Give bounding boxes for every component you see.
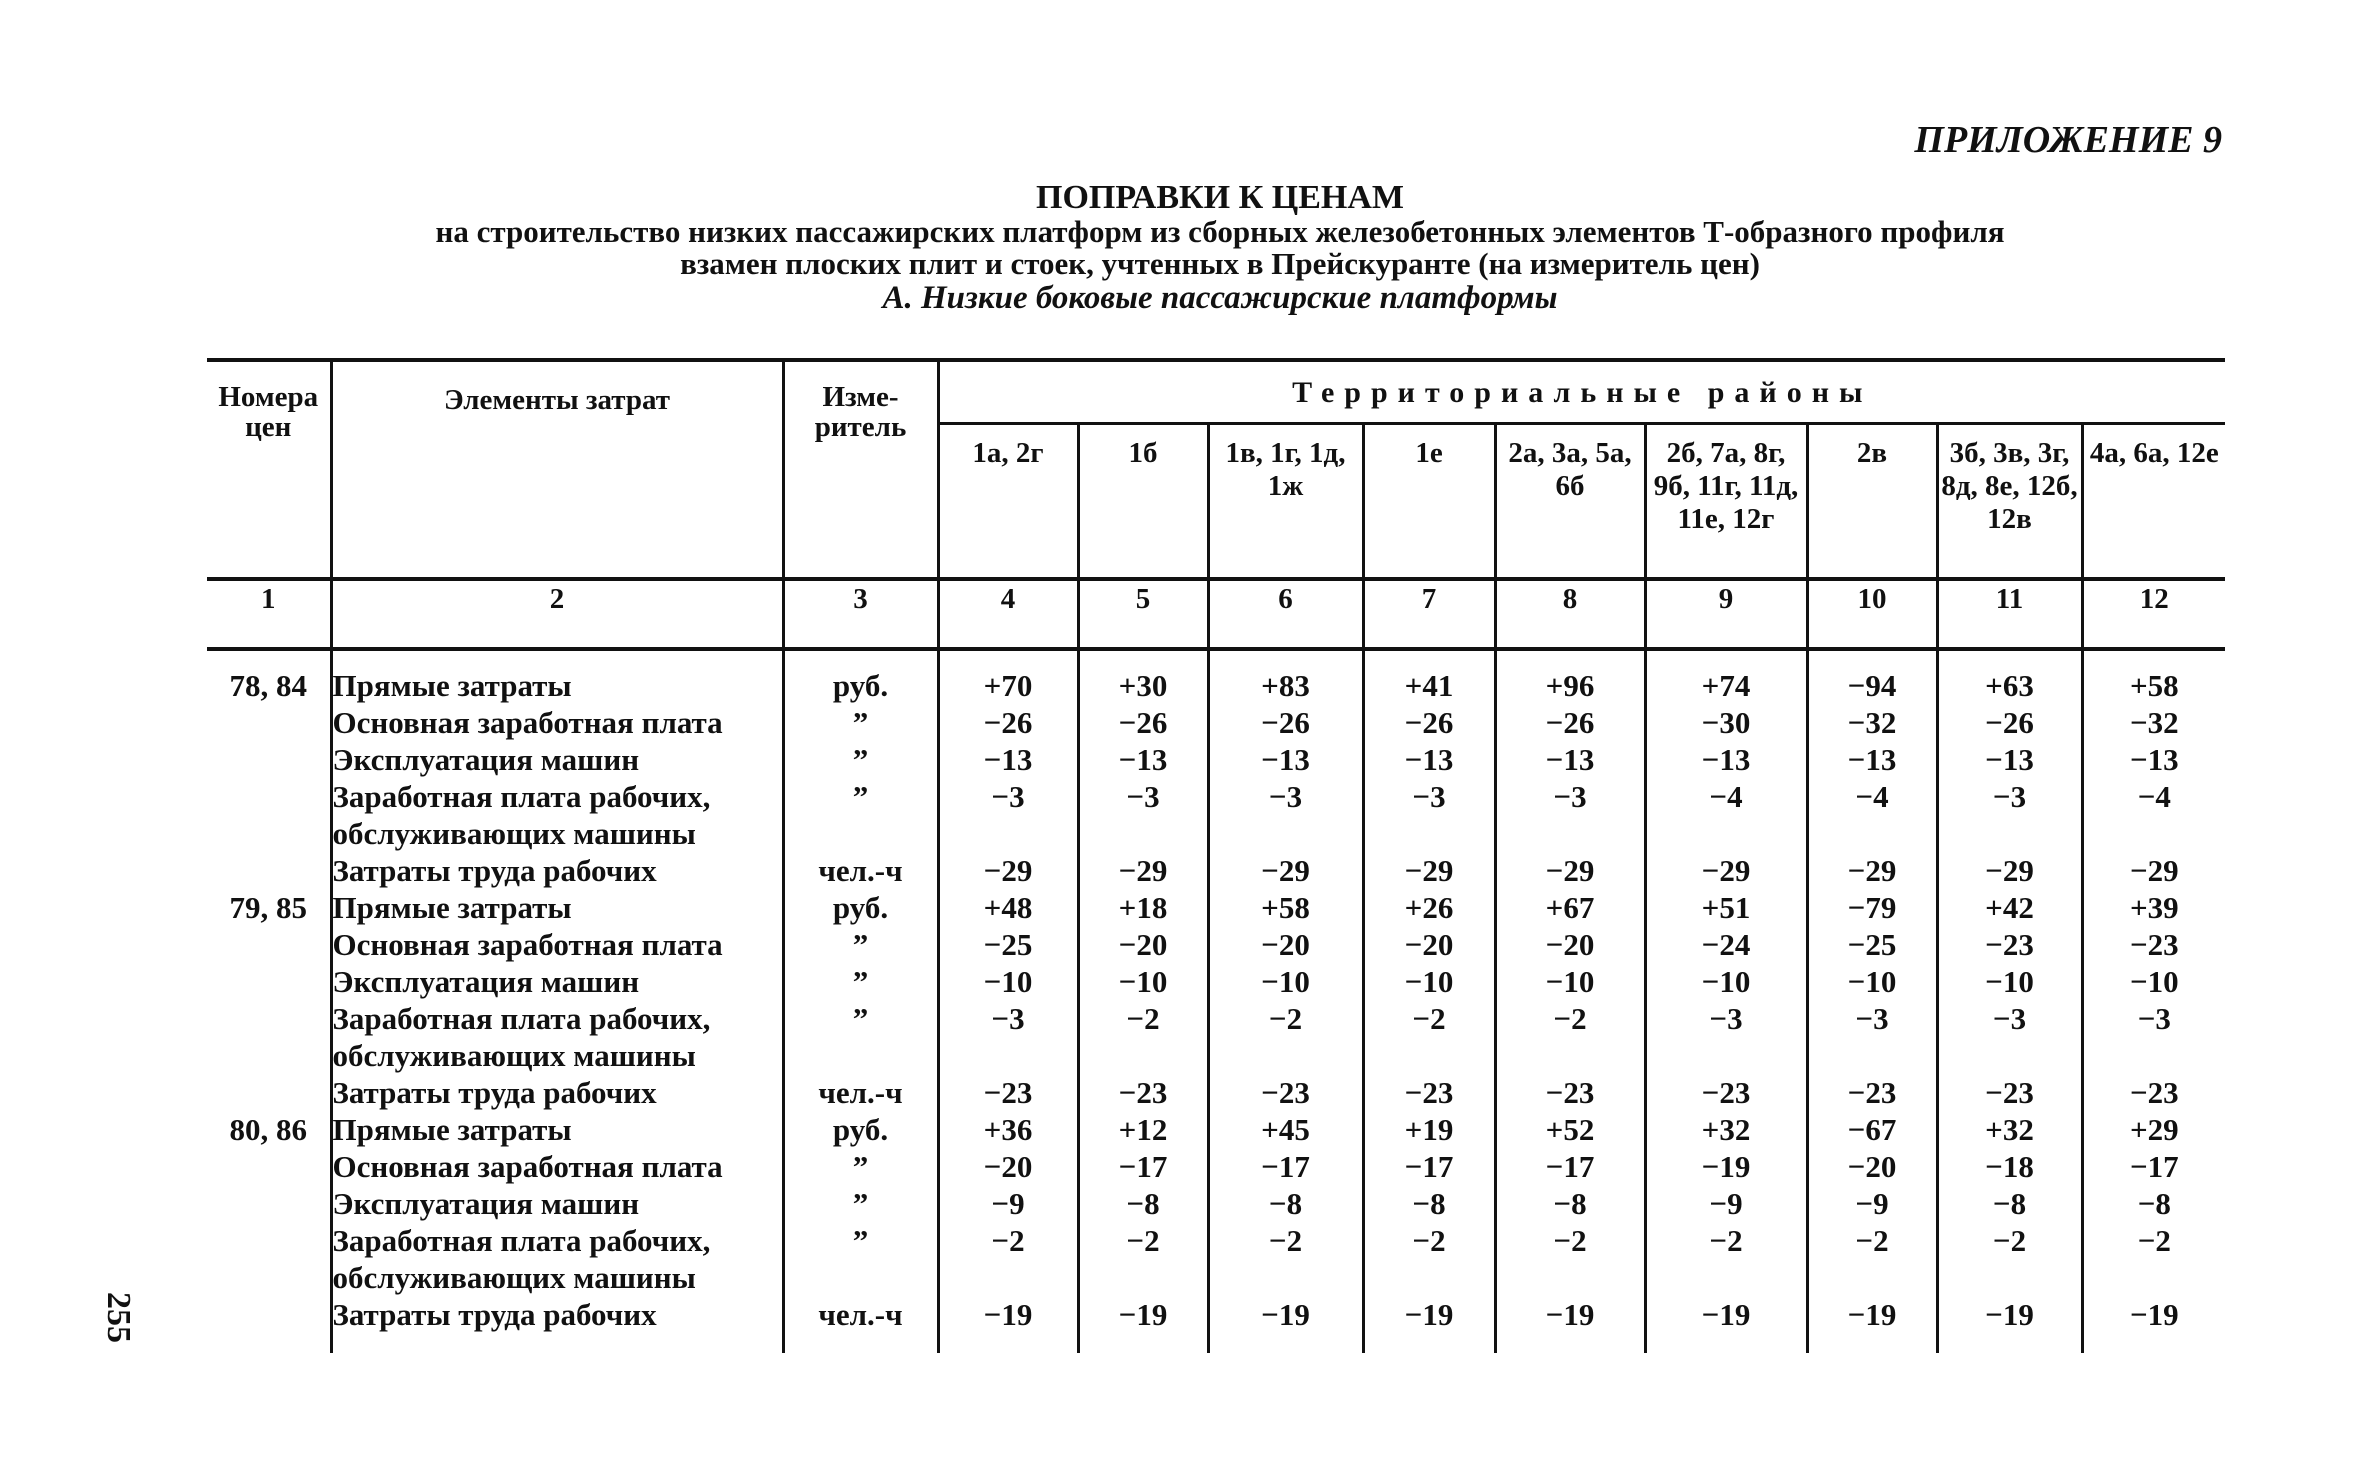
- header-unit: Изме-ритель: [783, 360, 938, 579]
- value-cell: [2082, 815, 2225, 852]
- price-number-cell: [207, 1000, 331, 1037]
- value-cell: −30: [1645, 704, 1807, 741]
- value-cell: −19: [1937, 1296, 2082, 1353]
- column-number: 5: [1078, 579, 1208, 649]
- value-cell: −3: [2082, 1000, 2225, 1037]
- value-cell: −9: [1807, 1185, 1937, 1222]
- value-cell: +83: [1208, 649, 1363, 704]
- value-cell: −19: [1645, 1296, 1807, 1353]
- value-cell: −19: [1363, 1296, 1495, 1353]
- column-number: 3: [783, 579, 938, 649]
- value-cell: [1078, 1259, 1208, 1296]
- unit-cell: чел.-ч: [783, 1296, 938, 1353]
- subtitle-line-1: на строительство низких пассажирских платформ из сборных железобетонных элементов Т-образного профиля: [435, 213, 2005, 249]
- value-cell: −26: [1208, 704, 1363, 741]
- table-row: [207, 1000, 2225, 1037]
- value-cell: +52: [1495, 1111, 1645, 1148]
- value-cell: [938, 1037, 1078, 1074]
- value-cell: −23: [2082, 1074, 2225, 1111]
- value-cell: −17: [1495, 1148, 1645, 1185]
- value-cell: [1208, 1259, 1363, 1296]
- price-number-cell: [207, 1037, 331, 1074]
- value-cell: −8: [1363, 1185, 1495, 1222]
- value-cell: −13: [1363, 741, 1495, 778]
- value-cell: −3: [1495, 778, 1645, 815]
- value-cell: [1807, 815, 1937, 852]
- cost-element-cell: Основная заработная плата: [331, 704, 783, 741]
- unit-cell: ”: [783, 926, 938, 963]
- value-cell: [1937, 1037, 2082, 1074]
- value-cell: +32: [1645, 1111, 1807, 1148]
- value-cell: +36: [938, 1111, 1078, 1148]
- column-number: 7: [1363, 579, 1495, 649]
- title-block: [0, 180, 2362, 315]
- value-cell: −20: [1363, 926, 1495, 963]
- table-body: [207, 649, 2225, 1353]
- value-cell: [1937, 815, 2082, 852]
- price-number-cell: [207, 1185, 331, 1222]
- table-row: [207, 889, 2225, 926]
- value-cell: [1495, 1259, 1645, 1296]
- value-cell: −17: [2082, 1148, 2225, 1185]
- price-number-cell: [207, 852, 331, 889]
- value-cell: −26: [1937, 704, 2082, 741]
- unit-cell: ”: [783, 1000, 938, 1037]
- value-cell: −2: [1208, 1222, 1363, 1259]
- value-cell: +42: [1937, 889, 2082, 926]
- region-column-header: 2б, 7а, 8г, 9б, 11г, 11д, 11е, 12г: [1645, 424, 1807, 580]
- table-row: [207, 1148, 2225, 1185]
- value-cell: [938, 815, 1078, 852]
- page-number: 255: [100, 1292, 137, 1343]
- value-cell: +63: [1937, 649, 2082, 704]
- cost-element-cell: Прямые затраты: [331, 1111, 783, 1148]
- value-cell: −13: [1078, 741, 1208, 778]
- value-cell: +12: [1078, 1111, 1208, 1148]
- cost-element-cell: Основная заработная плата: [331, 1148, 783, 1185]
- cost-element-cell: обслуживающих машины: [331, 815, 783, 852]
- price-number-cell: 78, 84: [229, 668, 307, 703]
- table-row: [207, 778, 2225, 815]
- unit-cell: ”: [783, 778, 938, 815]
- value-cell: −10: [1078, 963, 1208, 1000]
- value-cell: −13: [2082, 741, 2225, 778]
- value-cell: [1363, 815, 1495, 852]
- value-cell: −19: [938, 1296, 1078, 1353]
- price-number-cell: 79, 85: [229, 890, 307, 925]
- value-cell: +26: [1363, 889, 1495, 926]
- value-cell: −17: [1078, 1148, 1208, 1185]
- value-cell: −29: [1363, 852, 1495, 889]
- cost-element-cell: Основная заработная плата: [331, 926, 783, 963]
- value-cell: +29: [2082, 1111, 2225, 1148]
- price-number-cell: [207, 1148, 331, 1185]
- unit-cell: ”: [783, 741, 938, 778]
- value-cell: −29: [938, 852, 1078, 889]
- value-cell: −4: [2082, 778, 2225, 815]
- table-row: [207, 704, 2225, 741]
- table-row: [207, 1222, 2225, 1259]
- value-cell: +18: [1078, 889, 1208, 926]
- value-cell: −2: [1937, 1222, 2082, 1259]
- value-cell: −17: [1363, 1148, 1495, 1185]
- value-cell: −3: [1937, 778, 2082, 815]
- value-cell: −19: [2082, 1296, 2225, 1353]
- value-cell: −19: [1495, 1296, 1645, 1353]
- unit-cell: ”: [783, 1148, 938, 1185]
- value-cell: −10: [1363, 963, 1495, 1000]
- value-cell: −29: [1937, 852, 2082, 889]
- value-cell: −20: [938, 1148, 1078, 1185]
- value-cell: −8: [2082, 1185, 2225, 1222]
- appendix-label: ПРИЛОЖЕНИЕ 9: [1914, 119, 2222, 161]
- value-cell: [1078, 815, 1208, 852]
- header-price-numbers: Номера цен: [207, 360, 331, 579]
- region-column-header: 2а, 3а, 5а, 6б: [1495, 424, 1645, 580]
- value-cell: −23: [938, 1074, 1078, 1111]
- value-cell: [1208, 815, 1363, 852]
- value-cell: [1078, 1037, 1208, 1074]
- column-number: 4: [938, 579, 1078, 649]
- column-number: 2: [331, 579, 783, 649]
- value-cell: −20: [1208, 926, 1363, 963]
- price-number-cell: [207, 1222, 331, 1259]
- value-cell: −23: [1208, 1074, 1363, 1111]
- value-cell: −20: [1078, 926, 1208, 963]
- value-cell: −18: [1937, 1148, 2082, 1185]
- value-cell: −23: [1363, 1074, 1495, 1111]
- price-number-cell: [207, 741, 331, 778]
- value-cell: +58: [2082, 649, 2225, 704]
- value-cell: [1495, 815, 1645, 852]
- value-cell: −32: [1807, 704, 1937, 741]
- column-number-row: [207, 579, 2225, 649]
- value-cell: −23: [1937, 1074, 2082, 1111]
- value-cell: −10: [1495, 963, 1645, 1000]
- value-cell: −9: [938, 1185, 1078, 1222]
- price-number-cell: [207, 1074, 331, 1111]
- value-cell: −29: [1078, 852, 1208, 889]
- unit-cell: руб.: [783, 1111, 938, 1148]
- table-row: [207, 1185, 2225, 1222]
- value-cell: +41: [1363, 649, 1495, 704]
- header-territorial-regions: Территориальные районы: [938, 360, 2225, 424]
- value-cell: −94: [1807, 649, 1937, 704]
- unit-cell: чел.-ч: [783, 852, 938, 889]
- value-cell: −20: [1495, 926, 1645, 963]
- column-number: 8: [1495, 579, 1645, 649]
- unit-cell: ”: [783, 1185, 938, 1222]
- value-cell: +39: [2082, 889, 2225, 926]
- value-cell: +67: [1495, 889, 1645, 926]
- value-cell: −4: [1645, 778, 1807, 815]
- page-title: ПОПРАВКИ К ЦЕНАМ: [1036, 179, 1404, 216]
- value-cell: −67: [1807, 1111, 1937, 1148]
- table-row: [207, 963, 2225, 1000]
- value-cell: −2: [1363, 1222, 1495, 1259]
- value-cell: −3: [1645, 1000, 1807, 1037]
- value-cell: −10: [1208, 963, 1363, 1000]
- unit-cell: ”: [783, 1222, 938, 1259]
- value-cell: +70: [938, 649, 1078, 704]
- price-number-cell: [207, 815, 331, 852]
- value-cell: −26: [938, 704, 1078, 741]
- unit-cell: руб.: [783, 649, 938, 704]
- region-column-header: 2в: [1807, 424, 1937, 580]
- value-cell: −10: [2082, 963, 2225, 1000]
- value-cell: −23: [1937, 926, 2082, 963]
- table-row: [207, 926, 2225, 963]
- value-cell: [1937, 1259, 2082, 1296]
- value-cell: −2: [1807, 1222, 1937, 1259]
- value-cell: −2: [938, 1222, 1078, 1259]
- table-row: [207, 852, 2225, 889]
- value-cell: −26: [1495, 704, 1645, 741]
- table-row: [207, 815, 2225, 852]
- value-cell: −23: [1078, 1074, 1208, 1111]
- value-cell: −23: [2082, 926, 2225, 963]
- value-cell: −26: [1078, 704, 1208, 741]
- unit-cell: ”: [783, 963, 938, 1000]
- value-cell: −19: [1208, 1296, 1363, 1353]
- value-cell: −2: [1363, 1000, 1495, 1037]
- value-cell: −10: [1937, 963, 2082, 1000]
- value-cell: −20: [1807, 1148, 1937, 1185]
- value-cell: −13: [938, 741, 1078, 778]
- value-cell: −23: [1495, 1074, 1645, 1111]
- value-cell: −9: [1645, 1185, 1807, 1222]
- value-cell: −29: [2082, 852, 2225, 889]
- value-cell: [1807, 1037, 1937, 1074]
- price-number-cell: 80, 86: [229, 1112, 307, 1147]
- value-cell: +51: [1645, 889, 1807, 926]
- cost-element-cell: Затраты труда рабочих: [331, 852, 783, 889]
- value-cell: −29: [1645, 852, 1807, 889]
- value-cell: −4: [1807, 778, 1937, 815]
- column-number: 9: [1645, 579, 1807, 649]
- value-cell: −2: [2082, 1222, 2225, 1259]
- value-cell: −29: [1208, 852, 1363, 889]
- table-row: [207, 1296, 2225, 1353]
- cost-element-cell: обслуживающих машины: [331, 1259, 783, 1296]
- header-cost-elements: Элементы затрат: [331, 360, 783, 579]
- unit-cell: [783, 1259, 938, 1296]
- value-cell: −2: [1495, 1222, 1645, 1259]
- unit-cell: руб.: [783, 889, 938, 926]
- price-number-cell: [207, 1296, 331, 1353]
- value-cell: −23: [1645, 1074, 1807, 1111]
- value-cell: −3: [1363, 778, 1495, 815]
- column-number: 1: [207, 579, 331, 649]
- table-row: [207, 1259, 2225, 1296]
- cost-element-cell: Эксплуатация машин: [331, 741, 783, 778]
- value-cell: −10: [1807, 963, 1937, 1000]
- value-cell: −10: [1645, 963, 1807, 1000]
- cost-element-cell: Заработная плата рабочих,: [331, 778, 783, 815]
- cost-element-cell: Затраты труда рабочих: [331, 1296, 783, 1353]
- cost-element-cell: обслуживающих машины: [331, 1037, 783, 1074]
- cost-element-cell: Заработная плата рабочих,: [331, 1222, 783, 1259]
- table-row: [207, 1037, 2225, 1074]
- price-number-cell: [207, 1259, 331, 1296]
- value-cell: −8: [1208, 1185, 1363, 1222]
- value-cell: [1208, 1037, 1363, 1074]
- table-row: [207, 649, 2225, 704]
- value-cell: −2: [1078, 1222, 1208, 1259]
- table-row: [207, 1111, 2225, 1148]
- column-number: 10: [1807, 579, 1937, 649]
- table-row: [207, 741, 2225, 778]
- value-cell: −8: [1495, 1185, 1645, 1222]
- value-cell: −8: [1937, 1185, 2082, 1222]
- column-number: 12: [2082, 579, 2225, 649]
- region-column-header: 3б, 3в, 3г, 8д, 8е, 12б, 12в: [1937, 424, 2082, 580]
- value-cell: −2: [1208, 1000, 1363, 1037]
- value-cell: −10: [938, 963, 1078, 1000]
- value-cell: −3: [938, 778, 1078, 815]
- value-cell: −29: [1807, 852, 1937, 889]
- value-cell: −3: [1937, 1000, 2082, 1037]
- value-cell: −2: [1495, 1000, 1645, 1037]
- value-cell: −23: [1807, 1074, 1937, 1111]
- value-cell: −13: [1807, 741, 1937, 778]
- value-cell: −13: [1937, 741, 2082, 778]
- value-cell: +45: [1208, 1111, 1363, 1148]
- cost-element-cell: Прямые затраты: [331, 889, 783, 926]
- region-column-header: 4а, 6а, 12е: [2082, 424, 2225, 580]
- value-cell: −3: [1078, 778, 1208, 815]
- region-column-header: 1а, 2г: [938, 424, 1078, 580]
- cost-element-cell: Заработная плата рабочих,: [331, 1000, 783, 1037]
- column-number: 11: [1937, 579, 2082, 649]
- value-cell: −3: [938, 1000, 1078, 1037]
- value-cell: −13: [1208, 741, 1363, 778]
- unit-cell: ”: [783, 704, 938, 741]
- value-cell: +19: [1363, 1111, 1495, 1148]
- column-number: 6: [1208, 579, 1363, 649]
- value-cell: [2082, 1037, 2225, 1074]
- price-corrections-table: [207, 358, 2225, 1353]
- cost-element-cell: Затраты труда рабочих: [331, 1074, 783, 1111]
- value-cell: [1645, 815, 1807, 852]
- value-cell: +32: [1937, 1111, 2082, 1148]
- value-cell: −19: [1078, 1296, 1208, 1353]
- cost-element-cell: Прямые затраты: [331, 649, 783, 704]
- value-cell: +48: [938, 889, 1078, 926]
- header-row-1: [207, 360, 2225, 424]
- value-cell: −2: [1078, 1000, 1208, 1037]
- subtitle-line-2: взамен плоских плит и стоек, учтенных в Прейскуранте (на измеритель цен): [680, 246, 1760, 282]
- value-cell: −19: [1807, 1296, 1937, 1353]
- value-cell: −8: [1078, 1185, 1208, 1222]
- value-cell: +30: [1078, 649, 1208, 704]
- value-cell: [938, 1259, 1078, 1296]
- price-number-cell: [207, 963, 331, 1000]
- value-cell: −79: [1807, 889, 1937, 926]
- value-cell: −3: [1208, 778, 1363, 815]
- value-cell: [2082, 1259, 2225, 1296]
- value-cell: −13: [1645, 741, 1807, 778]
- value-cell: +58: [1208, 889, 1363, 926]
- value-cell: [1645, 1037, 1807, 1074]
- table-row: [207, 1074, 2225, 1111]
- cost-element-cell: Эксплуатация машин: [331, 1185, 783, 1222]
- region-column-header: 1б: [1078, 424, 1208, 580]
- value-cell: [1807, 1259, 1937, 1296]
- value-cell: −24: [1645, 926, 1807, 963]
- value-cell: −17: [1208, 1148, 1363, 1185]
- region-column-header: 1е: [1363, 424, 1495, 580]
- value-cell: −32: [2082, 704, 2225, 741]
- cost-element-cell: Эксплуатация машин: [331, 963, 783, 1000]
- value-cell: −3: [1807, 1000, 1937, 1037]
- unit-cell: [783, 1037, 938, 1074]
- unit-cell: чел.-ч: [783, 1074, 938, 1111]
- value-cell: [1363, 1037, 1495, 1074]
- value-cell: −13: [1495, 741, 1645, 778]
- value-cell: [1495, 1037, 1645, 1074]
- section-title: А. Низкие боковые пассажирские платформы: [882, 279, 1558, 316]
- value-cell: −2: [1645, 1222, 1807, 1259]
- region-column-header: 1в, 1г, 1д, 1ж: [1208, 424, 1363, 580]
- value-cell: −26: [1363, 704, 1495, 741]
- price-number-cell: [207, 704, 331, 741]
- value-cell: [1363, 1259, 1495, 1296]
- value-cell: −25: [1807, 926, 1937, 963]
- value-cell: [1645, 1259, 1807, 1296]
- price-number-cell: [207, 778, 331, 815]
- unit-cell: [783, 815, 938, 852]
- value-cell: −29: [1495, 852, 1645, 889]
- value-cell: +96: [1495, 649, 1645, 704]
- value-cell: −25: [938, 926, 1078, 963]
- value-cell: +74: [1645, 649, 1807, 704]
- price-number-cell: [207, 926, 331, 963]
- value-cell: −19: [1645, 1148, 1807, 1185]
